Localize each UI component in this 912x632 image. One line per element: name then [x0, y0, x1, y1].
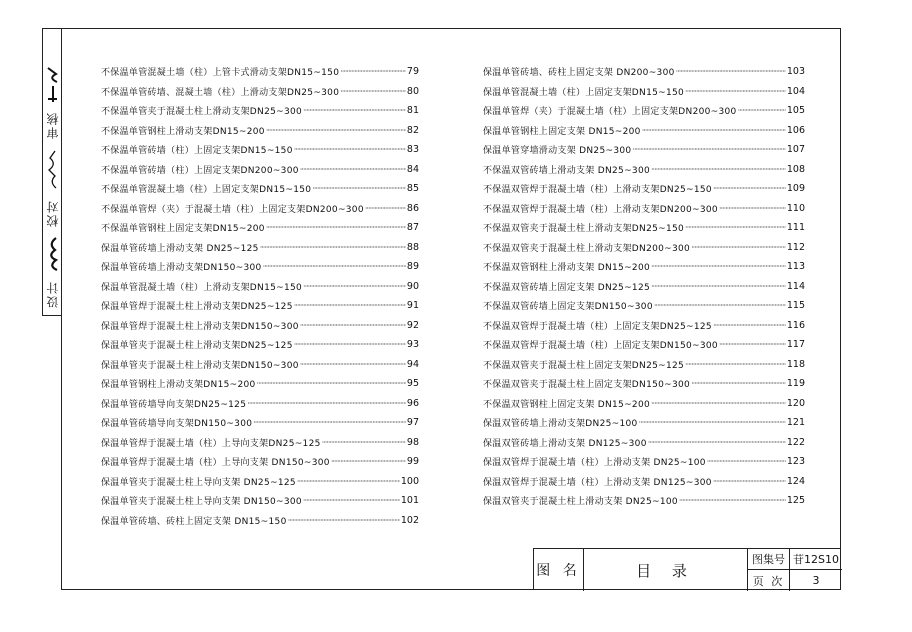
- toc-entry-page: 108: [786, 163, 805, 175]
- toc-entry: [483, 238, 805, 258]
- toc-entry: [101, 82, 419, 102]
- dot-leader: [685, 360, 786, 369]
- toc-entry-title: 不保温单管混凝土墙（柱）上固定支架DN15~150: [101, 185, 312, 196]
- toc-entry-page: 80: [406, 85, 419, 97]
- atlas-label: 图集号: [748, 549, 790, 570]
- toc-entry-title: 保温单管焊于混凝土墙（柱）上导向支架 DN150~300: [101, 458, 330, 469]
- toc-entry-title: 保温单管夹于混凝土柱上滑动支架DN150~300: [101, 360, 299, 371]
- dot-leader: [300, 360, 406, 369]
- dot-leader: [713, 184, 786, 193]
- atlas-number: 苷12S10: [790, 549, 842, 570]
- toc-entry-title: 保温单管焊于混凝土柱上滑动支架DN150~300: [101, 321, 299, 332]
- toc-entry-title: 不保温双管夹于混凝土柱上滑动支架DN200~300: [483, 243, 691, 254]
- toc-entry-title: 不保温双管砖墙上固定支架 DN25~125: [483, 282, 650, 293]
- toc-entry-title: 不保温双管焊于混凝土墙（柱）上滑动支架DN25~150: [483, 185, 712, 196]
- toc-entry-title: 不保温单管钢柱上滑动支架DN15~200: [101, 126, 265, 137]
- toc-entry-page: 105: [786, 105, 805, 117]
- toc-entry-page: 113: [786, 261, 805, 273]
- toc-right-column: [483, 62, 805, 511]
- page-label: 页 次: [748, 570, 790, 591]
- toc-entry-title: 保温双管夹于混凝土柱上滑动支架 DN25~100: [483, 497, 678, 508]
- toc-entry-page: 94: [406, 358, 419, 370]
- toc-entry-title: 不保温单管钢柱上固定支架DN15~200: [101, 224, 265, 235]
- toc-entry-page: 88: [406, 241, 419, 253]
- toc-entry-page: 86: [406, 202, 419, 214]
- toc-entry: [101, 413, 419, 433]
- toc-entry-page: 103: [786, 66, 805, 78]
- dot-leader: [685, 223, 786, 232]
- check-label: 校对: [46, 199, 60, 227]
- toc-entry: [101, 238, 419, 258]
- dot-leader: [247, 399, 406, 408]
- toc-entry: [101, 452, 419, 472]
- toc-entry-title: 不保温单管砖墙、混凝土墙（柱）上滑动支架DN25~300: [101, 87, 340, 98]
- toc-entry-title: 不保温双管钢柱上滑动支架 DN15~200: [483, 263, 650, 274]
- signature-strip: [42, 28, 61, 316]
- toc-entry-title: 保温单管砖墙上滑动支架DN150~300: [101, 263, 262, 274]
- toc-entry-title: 保温双管焊于混凝土墙（柱）上滑动支架 DN25~100: [483, 458, 706, 469]
- toc-entry-page: 121: [786, 417, 805, 429]
- toc-entry-page: 111: [786, 222, 805, 234]
- toc-entry: [483, 121, 805, 141]
- toc-entry: [483, 257, 805, 277]
- page-number: 3: [812, 574, 820, 587]
- dot-leader: [679, 496, 786, 505]
- toc-entry-title: 不保温双管夹于混凝土柱上固定支架DN150~300: [483, 380, 691, 391]
- toc-entry-page: 99: [406, 456, 419, 468]
- dot-leader: [632, 145, 785, 154]
- dot-leader: [651, 282, 786, 291]
- toc-entry-title: 不保温双管夹于混凝土柱上固定支架DN25~125: [483, 360, 685, 371]
- dot-leader: [294, 301, 406, 310]
- toc-entry: [483, 101, 805, 121]
- toc-entry: [101, 257, 419, 277]
- toc-entry-title: 保温单管砖墙导向支架DN25~125: [101, 399, 247, 410]
- dot-leader: [312, 184, 406, 193]
- toc-entry-page: 119: [786, 378, 805, 390]
- toc-entry: [483, 433, 805, 453]
- name-label: 图 名: [534, 549, 584, 591]
- toc-entry-title: 不保温双管夹于混凝土柱上滑动支架DN25~150: [483, 224, 685, 235]
- dot-leader: [294, 340, 406, 349]
- toc-entry: [101, 511, 419, 531]
- toc-entry-title: 保温单管钢柱上滑动支架DN15~200: [101, 380, 256, 391]
- dot-leader: [719, 340, 786, 349]
- toc-entry-page: 93: [406, 339, 419, 351]
- toc-entry-page: 91: [406, 300, 419, 312]
- review-label: 审核: [46, 111, 60, 139]
- toc-entry-page: 109: [786, 183, 805, 195]
- toc-entry-page: 81: [406, 105, 419, 117]
- toc-entry-title: 保温双管焊于混凝土墙（柱）上滑动支架 DN125~300: [483, 477, 712, 488]
- toc-entry-title: 保温单管砖墙、砖柱上固定支架 DN200~300: [483, 68, 675, 79]
- toc-left-column: [101, 62, 419, 530]
- dot-leader: [651, 399, 786, 408]
- toc-entry-page: 90: [406, 280, 419, 292]
- toc-entry-title: 不保温双管砖墙上滑动支架 DN25~300: [483, 165, 650, 176]
- dot-leader: [260, 243, 406, 252]
- dot-leader: [340, 67, 406, 76]
- toc-entry-page: 102: [400, 514, 419, 526]
- toc-entry: [101, 433, 419, 453]
- toc-entry: [483, 277, 805, 297]
- toc-entry-title: 保温单管焊（夹）于混凝土墙（柱）上固定支架DN200~300: [483, 107, 737, 118]
- dot-leader: [642, 126, 786, 135]
- toc-entry: [101, 374, 419, 394]
- toc-entry-title: 不保温双管焊于混凝土墙（柱）上固定支架DN150~300: [483, 341, 718, 352]
- toc-entry-page: 125: [786, 495, 805, 507]
- review-signature-icon: [45, 64, 60, 104]
- dot-leader: [297, 477, 400, 486]
- toc-entry-page: 116: [786, 319, 805, 331]
- toc-entry-page: 106: [786, 124, 805, 136]
- toc-entry-page: 82: [406, 124, 419, 136]
- toc-entry-title: 保温单管夹于混凝土柱上导向支架 DN25~125: [101, 477, 296, 488]
- toc-entry: [483, 179, 805, 199]
- dot-leader: [648, 438, 786, 447]
- toc-entry: [483, 374, 805, 394]
- toc-entry-title: 保温单管砖墙导向支架DN150~300: [101, 419, 253, 430]
- toc-entry: [101, 160, 419, 180]
- toc-entry: [101, 296, 419, 316]
- toc-entry: [101, 101, 419, 121]
- check-signature-icon: [45, 147, 60, 192]
- toc-entry-page: 87: [406, 222, 419, 234]
- toc-entry-title: 保温单管混凝土墙（柱）上滑动支架DN15~150: [101, 282, 303, 293]
- toc-entry: [101, 277, 419, 297]
- toc-entry: [101, 472, 419, 492]
- toc-entry-page: 98: [406, 436, 419, 448]
- toc-entry-page: 114: [786, 280, 805, 292]
- toc-entry-page: 123: [786, 456, 805, 468]
- toc-entry-page: 84: [406, 163, 419, 175]
- dot-leader: [303, 496, 400, 505]
- toc-entry-page: 112: [786, 241, 805, 253]
- dot-leader: [691, 379, 786, 388]
- toc-entry: [101, 394, 419, 414]
- toc-entry-title: 保温单管混凝土墙（柱）上固定支架DN15~150: [483, 87, 685, 98]
- toc-entry-title: 不保温单管夹于混凝土柱上滑动支架DN25~300: [101, 107, 303, 118]
- toc-entry-title: 不保温双管钢柱上固定支架 DN15~200: [483, 399, 650, 410]
- toc-entry-page: 107: [786, 144, 805, 156]
- dot-leader: [365, 204, 406, 213]
- dot-leader: [263, 262, 406, 271]
- toc-entry-page: 101: [400, 495, 419, 507]
- toc-entry-page: 118: [786, 358, 805, 370]
- toc-entry: [101, 491, 419, 511]
- toc-entry: [483, 452, 805, 472]
- toc-entry-title: 不保温单管砖墙（柱）上固定支架DN200~300: [101, 165, 299, 176]
- toc-entry-page: 97: [406, 417, 419, 429]
- dot-leader: [288, 516, 400, 525]
- toc-entry-title: 保温单管钢柱上固定支架 DN15~200: [483, 126, 641, 137]
- toc-entry-page: 117: [786, 339, 805, 351]
- toc-entry-title: 不保温双管焊于混凝土墙（柱）上固定支架DN25~125: [483, 321, 712, 332]
- toc-entry: [101, 140, 419, 160]
- title-block: [533, 548, 841, 590]
- dot-leader: [253, 418, 406, 427]
- dot-leader: [654, 301, 786, 310]
- dot-leader: [707, 457, 786, 466]
- toc-entry: [101, 199, 419, 219]
- toc-entry: [483, 296, 805, 316]
- drawing-title: 目 录: [584, 549, 748, 591]
- toc-entry-title: 保温双管砖墙上滑动支架DN25~100: [483, 419, 638, 430]
- toc-entry: [483, 413, 805, 433]
- toc-entry-title: 保温单管砖墙上滑动支架 DN25~125: [101, 243, 259, 254]
- toc-entry-page: 104: [786, 85, 805, 97]
- dot-leader: [300, 321, 406, 330]
- toc-entry: [483, 472, 805, 492]
- dot-leader: [676, 67, 786, 76]
- toc-entry: [483, 199, 805, 219]
- toc-entry-title: 保温单管焊于混凝土柱上滑动支架DN25~125: [101, 302, 293, 313]
- toc-entry-title: 保温单管砖墙、砖柱上固定支架 DN15~150: [101, 516, 287, 527]
- toc-entry-page: 120: [786, 397, 805, 409]
- toc-entry: [101, 62, 419, 82]
- toc-entry: [483, 491, 805, 511]
- dot-leader: [266, 126, 406, 135]
- toc-entry: [483, 394, 805, 414]
- design-label: 设计: [46, 280, 60, 308]
- dot-leader: [266, 223, 406, 232]
- toc-entry-title: 保温单管焊于混凝土墙（柱）上导向支架DN25~125: [101, 438, 321, 449]
- toc-entry-title: 不保温单管混凝土墙（柱）上管卡式滑动支架DN15~150: [101, 68, 340, 79]
- toc-entry: [101, 335, 419, 355]
- toc-entry-title: 保温单管穿墙滑动支架 DN25~300: [483, 146, 632, 157]
- toc-entry: [483, 316, 805, 336]
- toc-entry: [483, 218, 805, 238]
- toc-entry-title: 不保温单管焊（夹）于混凝土墙（柱）上固定支架DN200~300: [101, 204, 364, 215]
- toc-entry-page: 95: [406, 378, 419, 390]
- toc-entry-page: 124: [786, 475, 805, 487]
- toc-entry-title: 保温单管夹于混凝土柱上滑动支架DN25~125: [101, 341, 293, 352]
- dot-leader: [303, 282, 406, 291]
- toc-entry-page: 92: [406, 319, 419, 331]
- design-signature-icon: [45, 234, 60, 274]
- dot-leader: [738, 106, 786, 115]
- dot-leader: [651, 262, 786, 271]
- toc-entry-title: 保温单管夹于混凝土柱上导向支架 DN150~300: [101, 497, 302, 508]
- toc-entry: [101, 121, 419, 141]
- toc-entry-title: 不保温单管砖墙（柱）上固定支架DN15~150: [101, 146, 293, 157]
- toc-entry: [483, 160, 805, 180]
- toc-entry-page: 89: [406, 261, 419, 273]
- toc-entry-page: 96: [406, 397, 419, 409]
- dot-leader: [691, 243, 786, 252]
- dot-leader: [257, 379, 406, 388]
- toc-entry-page: 110: [786, 202, 805, 214]
- dot-leader: [300, 165, 406, 174]
- dot-leader: [340, 87, 406, 96]
- toc-entry: [483, 82, 805, 102]
- dot-leader: [713, 477, 786, 486]
- toc-entry-title: 不保温双管砖墙上固定支架DN150~300: [483, 302, 653, 313]
- toc-entry-title: 不保温双管焊于混凝土墙（柱）上滑动支架DN200~300: [483, 204, 718, 215]
- dot-leader: [639, 418, 786, 427]
- toc-entry-page: 83: [406, 144, 419, 156]
- dot-leader: [294, 145, 406, 154]
- toc-entry: [101, 218, 419, 238]
- dot-leader: [685, 87, 786, 96]
- dot-leader: [331, 457, 406, 466]
- toc-entry: [483, 62, 805, 82]
- toc-entry-page: 79: [406, 66, 419, 78]
- toc-entry: [483, 355, 805, 375]
- toc-entry-page: 85: [406, 183, 419, 195]
- toc-entry: [101, 355, 419, 375]
- toc-entry: [483, 335, 805, 355]
- dot-leader: [719, 204, 786, 213]
- dot-leader: [651, 165, 786, 174]
- dot-leader: [322, 438, 406, 447]
- toc-entry-page: 115: [786, 300, 805, 312]
- toc-entry-page: 122: [786, 436, 805, 448]
- toc-entry: [101, 316, 419, 336]
- dot-leader: [303, 106, 406, 115]
- toc-entry: [101, 179, 419, 199]
- toc-entry: [483, 140, 805, 160]
- dot-leader: [713, 321, 786, 330]
- toc-entry-title: 保温双管砖墙上滑动支架 DN125~300: [483, 438, 647, 449]
- toc-entry-page: 100: [400, 475, 419, 487]
